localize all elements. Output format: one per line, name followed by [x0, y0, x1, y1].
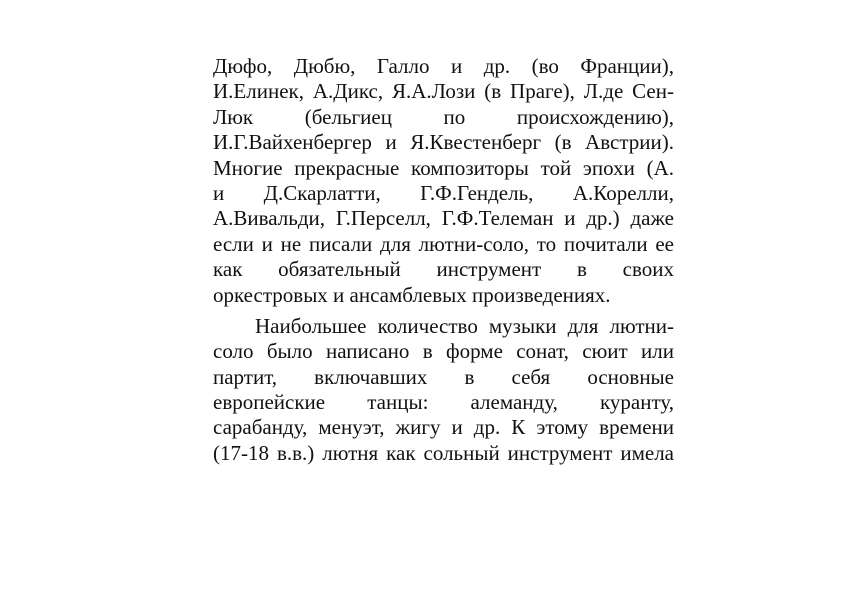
text-line: если и не писали для лютни-соло, то почитали ее	[213, 231, 674, 256]
text-line: (17-18 в.в.) лютня как сольный инструмент имела	[213, 440, 674, 465]
text-line: Наибольшее количество музыки для лютни-	[255, 313, 674, 338]
text-line: Многие прекрасные композиторы той эпохи (А.	[213, 155, 674, 180]
text-line: европейские танцы: алеманду, куранту,	[213, 390, 674, 415]
text-line: И.Елинек, А.Дикс, Я.А.Лози (в Праге), Л.де Сен-	[213, 79, 674, 104]
paragraph-2	[213, 314, 674, 466]
text-line: партит, включавших в себя основные	[213, 364, 674, 389]
text-line: соло было написано в форме сонат, сюит или	[213, 339, 674, 364]
text-line: оркестровых и ансамблевых произведениях.	[213, 282, 611, 307]
text-line: И.Г.Вайхенбергер и Я.Квестенберг (в Австрии).	[213, 130, 674, 155]
text-line: сарабанду, менуэт, жигу и др. К этому времени	[213, 415, 674, 440]
text-line: А.Вивальди, Г.Перселл, Г.Ф.Телеман и др.) даже	[213, 206, 674, 231]
body-text	[213, 54, 674, 466]
text-line: Люк (бельгиец по происхождению),	[213, 104, 674, 129]
text-line: Дюфо, Дюбю, Галло и др. (во Франции),	[213, 54, 674, 78]
text-line: как обязательный инструмент в своих	[213, 257, 674, 282]
text-line: и Д.Скарлатти, Г.Ф.Гендель, А.Корелли,	[213, 180, 674, 205]
paragraph-1	[213, 54, 674, 308]
